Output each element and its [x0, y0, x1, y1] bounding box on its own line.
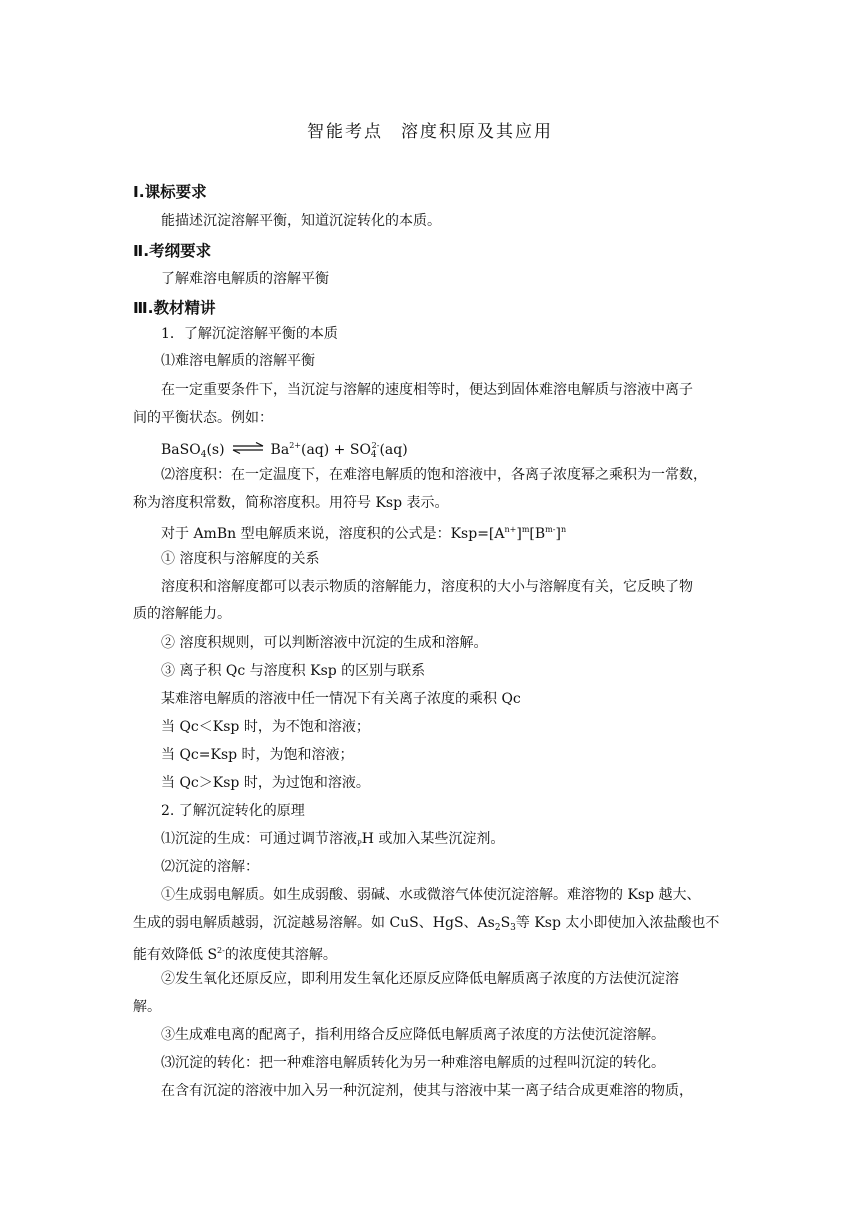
- paragraph: ⑵溶度积：在一定温度下，在难溶电解质的饱和溶液中，各离子浓度幂之乘积为一常数，: [161, 467, 707, 483]
- title-part2: 溶度积原及其应用: [401, 122, 553, 142]
- page-title: [0, 117, 860, 142]
- section-2-text: 了解难溶电解质的溶解平衡: [161, 271, 329, 287]
- paragraph: ⑴难溶电解质的溶解平衡: [161, 353, 315, 369]
- paragraph: ③ 离子积 Qc 与溶度积 Ksp 的区别与联系: [161, 663, 426, 679]
- section-1-text: 能描述沉淀溶解平衡，知道沉淀转化的本质。: [161, 213, 441, 229]
- equation: BaSO$_4$(s) $Ba^{2+}(aq) + SO_4^{2-}(aq)$: [161, 441, 408, 460]
- equilibrium-arrow-icon: [231, 444, 265, 454]
- paragraph: ⑴沉淀的生成：可通过调节溶液$_P$H 或加入某些沉淀剂。: [161, 831, 505, 848]
- paragraph: 在含有沉淀的溶液中加入另一种沉淀剂，使其与溶液中某一离子结合成更难溶的物质，: [161, 1083, 693, 1099]
- ksp-formula: 对于 AmBn 型电解质来说，溶度积的公式是：$Ksp=[A^{n+}]^m[B^{m-}]^n$: [161, 525, 567, 542]
- paragraph: 2. 了解沉淀转化的原理: [161, 803, 305, 819]
- paragraph: 解。: [133, 999, 161, 1015]
- paragraph: 生成的弱电解质越弱，沉淀越易溶解。如 CuS、HgS、$As_2S_3$等 Ksp 太小即使加入浓盐酸也不: [133, 915, 720, 933]
- paragraph: ① 溶度积与溶解度的关系: [161, 551, 320, 567]
- paragraph: ⑵沉淀的溶解：: [161, 859, 259, 875]
- paragraph: 溶度积和溶解度都可以表示物质的溶解能力，溶度积的大小与溶解度有关，它反映了物: [161, 579, 693, 595]
- paragraph: ①生成弱电解质。如生成弱酸、弱碱、水或微溶气体使沉淀溶解。难溶物的 Ksp 越大、: [161, 887, 701, 903]
- paragraph: 在一定重要条件下，当沉淀与溶解的速度相等时，便达到固体难溶电解质与溶液中离子: [161, 382, 693, 398]
- section-heading-1: Ⅰ.课标要求: [133, 183, 207, 201]
- paragraph: 1．了解沉淀溶解平衡的本质: [161, 326, 338, 342]
- title-part1: 智能考点: [307, 122, 383, 142]
- paragraph: 称为溶度积常数，简称溶度积。用符号 Ksp 表示。: [133, 495, 449, 511]
- paragraph: ③生成难电离的配离子，指利用络合反应降低电解质离子浓度的方法使沉淀溶解。: [161, 1027, 665, 1043]
- paragraph: ② 溶度积规则，可以判断溶液中沉淀的生成和溶解。: [161, 635, 488, 651]
- paragraph: 当 Qc＜Ksp 时，为不饱和溶液；: [161, 719, 370, 735]
- paragraph: 当 Qc=Ksp 时，为饱和溶液；: [161, 747, 354, 763]
- paragraph: 某难溶电解质的溶液中任一情况下有关离子浓度的乘积 Qc: [161, 691, 521, 707]
- section-heading-2: Ⅱ.考纲要求: [133, 242, 212, 260]
- paragraph: ②发生氧化还原反应，即利用发生氧化还原反应降低电解质离子浓度的方法使沉淀溶: [161, 971, 679, 987]
- section-heading-3: Ⅲ.教材精讲: [133, 299, 216, 317]
- paragraph: 质的溶解能力。: [133, 606, 231, 622]
- paragraph: 间的平衡状态。例如：: [133, 410, 273, 426]
- paragraph: 能有效降低 $S^{2-}$的浓度使其溶解。: [133, 946, 337, 963]
- paragraph: ⑶沉淀的转化：把一种难溶电解质转化为另一种难溶电解质的过程叫沉淀的转化。: [161, 1055, 665, 1071]
- paragraph: 当 Qc＞Ksp 时，为过饱和溶液。: [161, 775, 370, 791]
